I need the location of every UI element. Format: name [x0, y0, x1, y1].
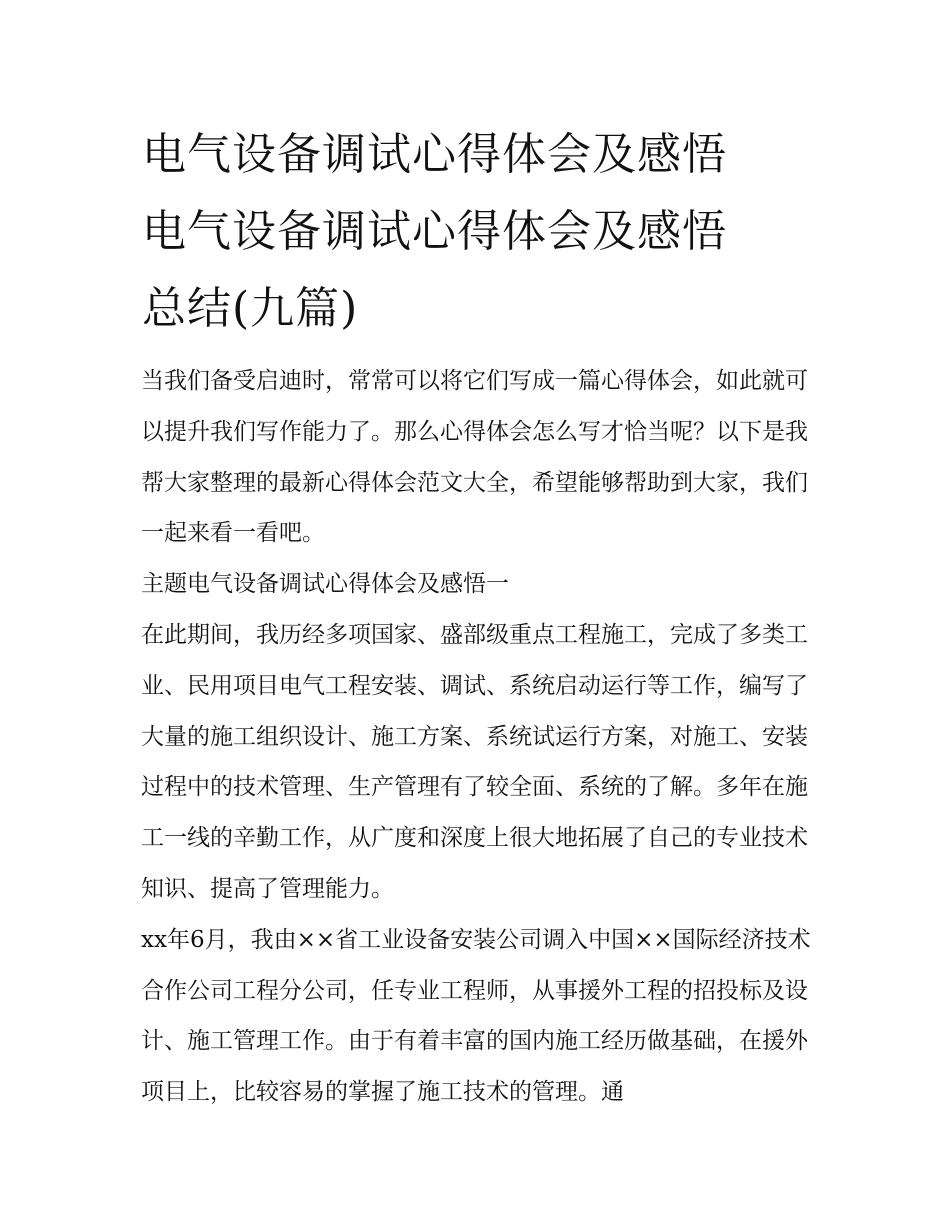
title-line-3: 总结(九篇) — [142, 283, 359, 334]
document-body — [141, 356, 813, 1118]
body-paragraph: xx年6月，我由××省工业设备安装公司调入中国××国际经济技术合作公司工程分公司，任专业工程师，从事援外工程的招投标及设计、施工管理工作。由于有着丰富的国内施工经历做基础，在援外项目上，比较容易的掌握了施工技术的管理。通 — [141, 926, 811, 1106]
document-title — [142, 116, 822, 347]
intro-paragraph: 当我们备受启迪时，常常可以将它们写成一篇心得体会，如此就可以提升我们写作能力了。那么心得体会怎么写才恰当呢？以下是我帮大家整理的最新心得体会范文大全，希望能够帮助到大家，我们一起来看一看吧。 — [141, 368, 808, 547]
body-paragraph: 在此期间，我历经多项国家、盛部级重点工程施工，完成了多类工业、民用项目电气工程安装、调试、系统启动运行等工作，编写了大量的施工组织设计、施工方案、系统试运行方案，对施工、安装过程中的技术管理、生产管理有了较全面、系统的了解。多年在施工一线的辛勤工作，从广度和深度上很大地拓展了自己的专业技术知识、提高了管理能力。 — [141, 621, 808, 902]
title-line-1: 电气设备调试心得体会及感悟 — [142, 129, 727, 180]
section-heading: 主题电气设备调试心得体会及感悟一 — [141, 571, 509, 598]
title-line-2: 电气设备调试心得体会及感悟 — [142, 206, 727, 257]
